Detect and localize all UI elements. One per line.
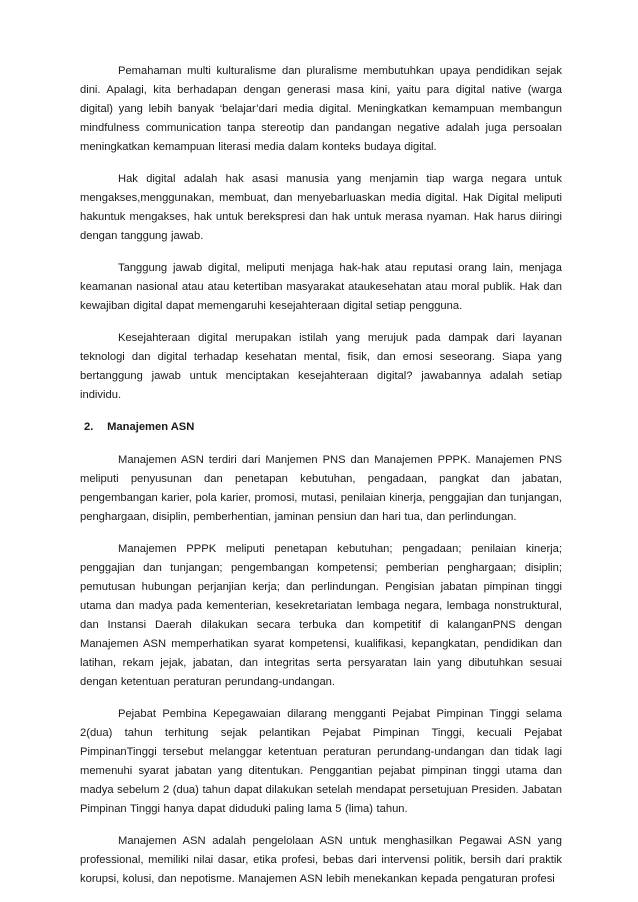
paragraph-pejabat-pembina: Pejabat Pembina Kepegawaian dilarang mengganti Pejabat Pimpinan Tinggi selama 2(dua) tahun terhitung sejak pelantikan Pejabat Pimpinan Tinggi, kecuali Pejabat PimpinanTinggi tersebut melanggar ketentuan peraturan perundang-undangan dan tidak lagi memenuhi syarat jabatan yang ditentukan. Penggantian pejabat pimpinan tinggi utama dan madya sebelum 2 (dua) tahun dapat dilakukan setelah mendapat persetujuan Presiden. Jabatan Pimpinan Tinggi hanya dapat diduduki paling lama 5 (lima) tahun. — [80, 708, 562, 815]
paragraph-multikulturalisme: Pemahaman multi kulturalisme dan pluralisme membutuhkan upaya pendidikan sejak dini. Apalagi, kita berhadapan dengan generasi masa kini, yaitu para digital native (warga digital) yang lebih banyak ‘belajar’dari media digital. Meningkatkan kemampuan membangun mindfulness communication tanpa stereotip dan pandangan negative adalah juga persoalan meningkatkan kemampuan literasi media dalam konteks budaya digital. — [80, 65, 562, 153]
paragraph-kesejahteraan-digital: Kesejahteraan digital merupakan istilah yang merujuk pada dampak dari layanan teknologi dan digital terhadap kesehatan mental, fisik, dan emosi seseorang. Siapa yang bertanggung jawab untuk menciptakan kesejahteraan digital? jawabannya adalah setiap individu. — [80, 332, 562, 401]
paragraph-manajemen-pppk: Manajemen PPPK meliputi penetapan kebutuhan; pengadaan; penilaian kinerja; penggajian dan tunjangan; pengembangan kompetensi; pemberian penghargaan; disiplin; pemutusan hubungan perjanjian kerja; dan perlindungan. Pengisian jabatan pimpinan tinggi utama dan madya pada kementerian, kesekretariatan lembaga negara, lembaga nonstruktural, dan Instansi Daerah dilakukan secara terbuka dan kompetitif di kalanganPNS dengan Manajemen ASN memperhatikan syarat kompetensi, kualifikasi, kepangkatan, pendidikan dan latihan, rekam jejak, jabatan, dan integritas serta persyaratan lain yang dibutuhkan sesuai dengan ketentuan peraturan perundang-undangan. — [80, 543, 562, 688]
section-title: Manajemen ASN — [107, 421, 195, 433]
paragraph-manajemen-asn-intro: Manajemen ASN terdiri dari Manjemen PNS dan Manajemen PPPK. Manajemen PNS meliputi penyusunan dan penetapan kebutuhan, pengadaan, pangkat dan jabatan, pengembangan karier, pola karier, promosi, mutasi, penilaian kinerja, penggajian dan tunjangan, penghargaan, disiplin, pemberhentian, jaminan pensiun dan hari tua, dan perlindungan. — [80, 454, 562, 523]
paragraph-tanggung-jawab-digital: Tanggung jawab digital, meliputi menjaga hak-hak atau reputasi orang lain, menjaga keamanan nasional atau atau ketertiban masyarakat ataukesehatan atau moral publik. Hak dan kewajiban digital dapat memengaruhi kesejahteraan digital setiap pengguna. — [80, 262, 562, 312]
paragraph-hak-digital: Hak digital adalah hak asasi manusia yang menjamin tiap warga negara untuk mengakses,menggunakan, membuat, dan menyebarluaskan media digital. Hak Digital meliputi hakuntuk mengakses, hak untuk berekspresi dan hak untuk merasa nyaman. Hak harus diiringi dengan tanggung jawab. — [80, 173, 562, 242]
section-heading — [80, 418, 562, 437]
document-page — [80, 62, 562, 889]
section-number: 2. — [84, 421, 94, 433]
paragraph-manajemen-asn-definisi: Manajemen ASN adalah pengelolaan ASN untuk menghasilkan Pegawai ASN yang professional, memiliki nilai dasar, etika profesi, bebas dari intervensi politik, bersih dari praktik korupsi, kolusi, dan nepotisme. Manajemen ASN lebih menekankan kepada pengaturan profesi — [80, 835, 562, 885]
